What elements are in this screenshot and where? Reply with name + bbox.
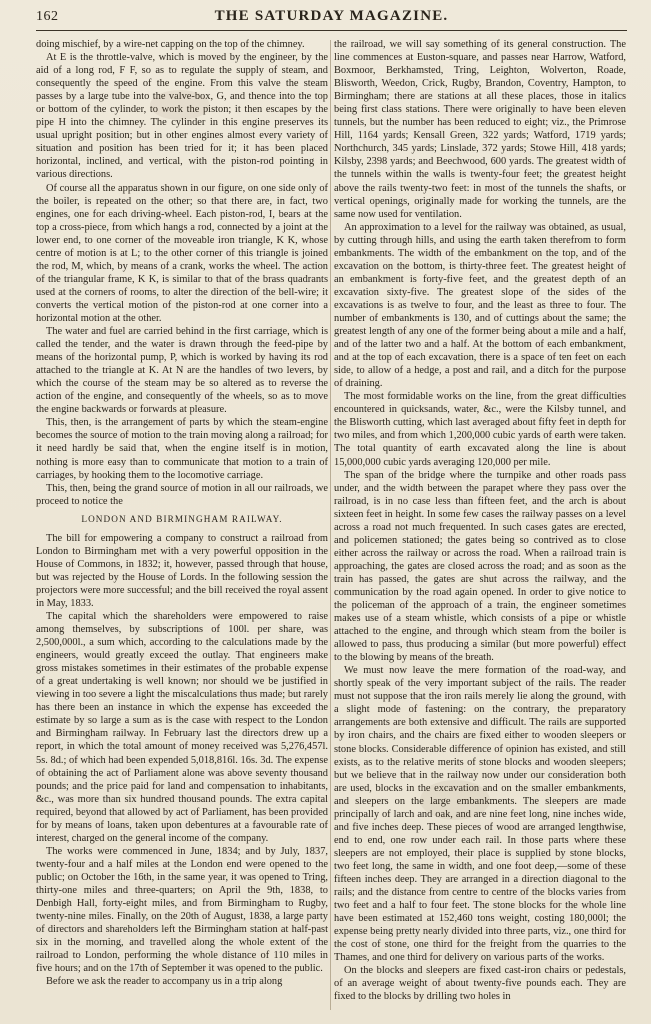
- paragraph: At E is the throttle-valve, which is moved by the engineer, by the aid of a long rod, F F, so as to regulate the supply of steam, and consequently the speed of the engine. From this valve the steam passes by a large tube into the valve-box, G, and thence into the top or bottom of the cylinder, to work the piston; it then escapes by the pipe H into the chimney. The cylinder in this engine preserves its usual upright position; but in other engines almost every variety of situation and position has been tried for it; it has been placed horizontal, inclined, and vertical, with the piston-rod pointing in various directions.: [36, 52, 328, 181]
- paragraph: This, then, being the grand source of motion in all our railroads, we proceed to notice the: [36, 482, 328, 507]
- paragraph: On the blocks and sleepers are fixed cast-iron chairs or pedestals, of an average weight of about twenty-five pounds each. They are fixed to the blocks by drilling two holes in: [334, 965, 626, 1003]
- page-number: 162: [36, 9, 59, 24]
- left-column: [36, 38, 328, 1013]
- paragraph: The works were commenced in June, 1834; and by July, 1837, twenty-four and a half miles at the London end were opened to the public; on October the 16th, in the same year, it was opened to Tring, thirty-one miles and three-quarters; on April the 9th, 1838, to Denbigh Hall, forty-eight miles, and from Birmingham to Rugby, twenty-nine miles. Finally, on the 20th of August, 1838, a large party of directors and shareholders left the Birmingham station at half-past six in the morning, and travelled along the whole extent of the railroad to London, performing the whole distance of 110 miles in five hours; and on the 17th of September it was opened to the public.: [36, 845, 328, 975]
- paragraph: The capital which the shareholders were empowered to raise among themselves, by subscriptions of 100l. per share, was 2,500,000l., a sum which, according to the calculations made by the engineers, would greatly exceed the outlay. That engineers make gross mistakes sometimes in their estimates of the probable expense of a great undertaking is well known; nor should we be justified in viewing in too severe a light the miscalculations thus made; but rarely has there been an instance in which the expense has exceeded the estimate by so large a sum as is the case with respect to the London and Birmingham railway. In February last the directors drew up a report, in which the total amount of money received was 5,276,457l. 5s. 8d.; of which had been expended 5,018,816l. 16s. 3d. The expense of obtaining the act of Parliament alone was above seventy thousand pounds; and the price paid for land and compensation to inhabitants, &c., was more than six hundred thousand pounds. The extra capital required, beyond that allowed by act of Parliament, has been provided for by means of loans, taken upon debentures at a favourable rate of interest, charged on the general income of the company.: [36, 611, 328, 844]
- running-title: THE SATURDAY MAGAZINE.: [214, 8, 449, 24]
- paragraph: The most formidable works on the line, from the great difficulties encountered in quicksands, water, &c., were the Kilsby tunnel, and the Blisworth cutting, which last averaged about fifty feet in depth for two miles, and from which 1,200,000 cubic yards of earth were taken. The total quantity of earth excavated along the line is about 15,000,000 cubic yards averaging 120,000 per mile.: [334, 391, 626, 468]
- paragraph: The span of the bridge where the turnpike and other roads pass under, and the width between the parapet where they pass over the railroad, is in no case less than fifteen feet, and the arch is about sixteen feet in height. In some few cases the railway passes on a level across a road not much frequented. In such cases gates are erected, and policemen stationed; the gates being so contrived as to close either across the railway or across the road. When a railroad train is approaching, the gates are closed across the road; and as soon as the train has passed, the gates are shut across the railway, and the communication by the road again opened. In order to give notice to the policeman of the approach of a train, the engineer sometimes makes use of a steam whistle, which consists of a pipe or whistle attached to the engine, and through which steam from the boiler is allowed to pass, thus producing a similar (but more powerful) effect to the blowing by means of the breath.: [334, 469, 626, 664]
- paragraph: An approximation to a level for the railway was obtained, as usual, by cutting through hills, and using the earth taken therefrom to form embankments. The width of the embankment on the top, and of the excavation on the bottom, is thirty-three feet. The greatest height of an embankment is forty-five feet, and the greatest depth of an excavation sixty-five. The greatest slope of the sides of the excavations is as twelve to four, and the least as three to four. The number of embankments is 130, and of cuttings about the same; the greatest length of any one of the former being about a mile and a half, and of the latter two and a half. At the bottom of each embankment, and at the top of each excavation, there is a space of ten feet on each side, to allow of a hedge, a post and rail, and a ditch for the purpose of draining.: [334, 221, 626, 390]
- column-divider: [330, 40, 331, 1010]
- paragraph: We must now leave the mere formation of the road-way, and shortly speak of the very important subject of the rails. The reader must not suppose that the iron rails merely lie along the ground, with a slight mode of fastening: on the contrary, the preparatory arrangements are both extensive and difficult. The rails are supported by iron chairs, and the chairs are fixed either to wooden sleepers or stone blocks. Considerable difference of opinion has existed, and still exists, as to the relative merits of stone blocks and wooden sleepers; but we believe that in the railway now under our consideration both are used, blocks in the excavation and on the smaller embankments, and sleepers on the large embankments. The sleepers are made principally of larch and oak, and are nine feet long, nine inches wide, and five inches deep. These pieces of wood are arranged lengthwise, end to end, one row under each rail. In those parts where these sleepers are not employed, their place is supplied by stone blocks, two feet long, the same in width, and one foot deep,—some of these fifteen inches deep. They are arranged in a direction diagonal to the rails; and the distance from centre to centre of the blocks varies from two feet and a half to four feet. The stone blocks for the whole line have been estimated at 152,460 tons weight, costing 180,000l; the expense being pretty nearly divided into three parts, viz., one third for the cost of stone, one third for the freight from the quarries to the Thames, and one third for delivery on various parts of the works.: [334, 665, 626, 964]
- paragraph: The water and fuel are carried behind in the first carriage, which is called the tender, and the water is drawn through the feed-pipe by means of the horizontal pump, P, which is worked by having its rod attached to the triangle at K. At N are the handles of two levers, by which the course of the steam may be so altered as to reverse the action of the engine, and consequently of the wheels, so as to move the engine backwards or forwards at pleasure.: [36, 326, 328, 416]
- paragraph: Before we ask the reader to accompany us in a trip along: [46, 976, 283, 988]
- paragraph: Of course all the apparatus shown in our figure, on one side only of the boiler, is repeated on the other; so that there are, in fact, two engines, one for each driving-wheel. Each piston-rod, I, bears at the top a cross-piece, from which hangs a rod, connected by a joint at the lower end, to one corner of the moveable iron triangle, K K, whose centre of motion is at L; to the other corner of this triangle is joined the rod, M, which, by means of a crank, works the wheel. The action of the triangular frame, K K, is similar to that of the brass quadrants used at the corners of rooms, to alter the direction of the bell-wire; it converts the vertical motion of the piston-rod at one corner into a horizontal motion at the other.: [36, 182, 328, 324]
- section-heading: LONDON AND BIRMINGHAM RAILWAY.: [81, 513, 283, 524]
- paragraph: the railroad, we will say something of its general construction. The line commences at Euston-square, and passes near Harrow, Watford, Boxmoor, Berkhamsted, Tring, Leighton, Wolverton, Roade, Blisworth, Weedon, Crick, Rugby, Brandon, Coventry, Hampton, to Birmingham; there are stations at all these places, those in italics being first class stations. There were originally to have been eleven tunnels, but the number has been reduced to eight; viz., the Primrose Hill, 1164 yards; Kensall Green, 322 yards; Watford, 1719 yards; Northchurch, 345 yards; Linslade, 372 yards; Stowe Hill, 418 yards; Kilsby, 2398 yards; and Beechwood, 600 yards. The greatest width of the tunnels within the walls is twenty-four feet; the greatest height above the rails twenty-two feet: in most of the tunnels the shafts, or vertical openings, originally made for working the tunnels, are the same now used for ventilation.: [334, 39, 626, 220]
- paragraph: The bill for empowering a company to construct a railroad from London to Birmingham met with a very powerful opposition in the House of Commons, in 1832; it, however, passed through that house, but was rejected by the House of Lords. In the following session the projectors were more successful; and the bill received the royal assent in May, 1833.: [36, 532, 328, 609]
- page-header: [36, 8, 627, 31]
- right-column: [334, 38, 626, 1013]
- paragraph: doing mischief, by a wire-net capping on the top of the chimney.: [36, 39, 305, 50]
- paragraph: This, then, is the arrangement of parts by which the steam-engine becomes the source of motion to the train moving along a railroad; for it need hardly be said that, when the engine itself is in motion, nothing is more easy than to communicate that motion to a train of carriages, by hooking them to the locomotive carriage.: [36, 417, 328, 481]
